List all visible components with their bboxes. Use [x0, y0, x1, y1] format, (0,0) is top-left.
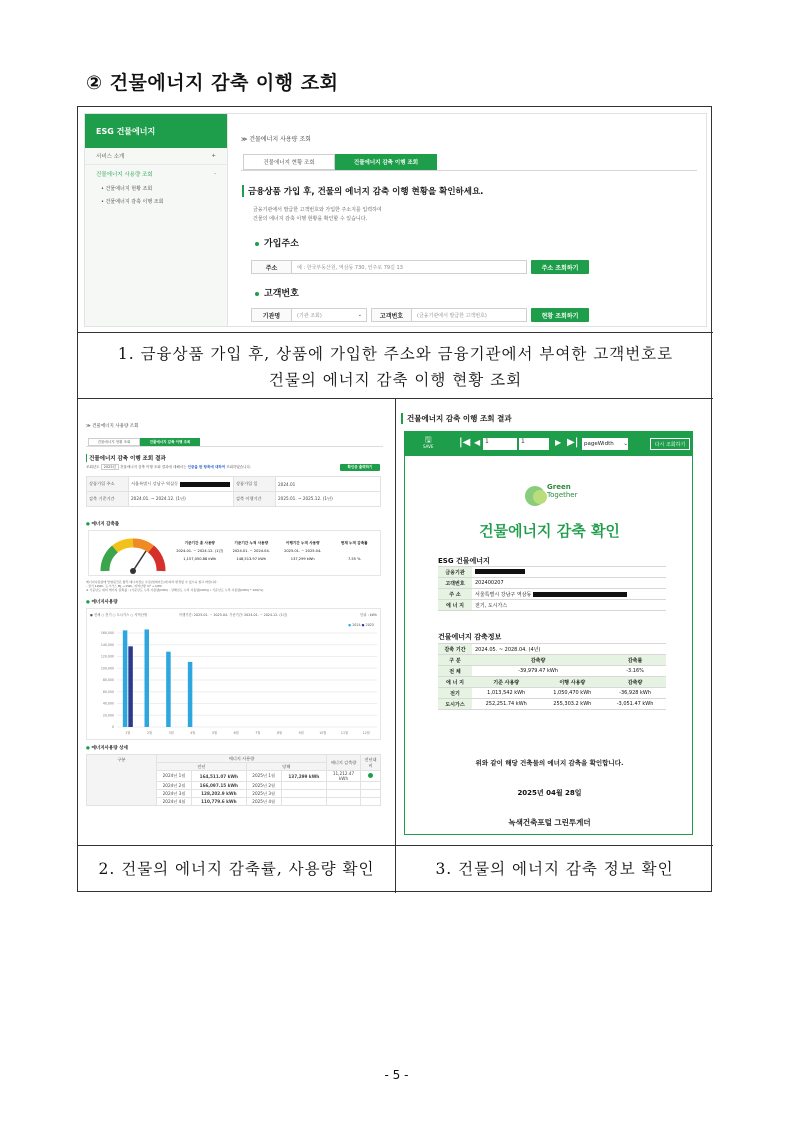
y-tick-label: 160,000 [100, 631, 114, 636]
x-tick-label: 7월 [255, 731, 261, 735]
tab-reduction[interactable]: 건물에너지 감축 이행 조회 [335, 154, 437, 170]
x-tick-label: 2월 [146, 731, 153, 735]
table-row: 도시가스 252,251.74 kWh 255,303.2 kWh -3,051.47 kWh [438, 699, 666, 710]
tab-reduction-2[interactable]: 건물에너지 감축 이행 조회 [140, 438, 200, 446]
usage-chart-box [86, 608, 381, 740]
bar-2024-2월 [145, 629, 150, 727]
headline: 금융상품 가입 후, 건물의 에너지 감축 이행 현황을 확인하세요. [242, 185, 483, 197]
gauge-hub [130, 568, 136, 574]
esg-info-table: 금융기관 고객번호 202400207 주 소 서울특별시 강남구 역삼동 에 너 지 전기, 도시가스 [438, 566, 666, 611]
pdf-toolbar [405, 432, 692, 456]
save-icon: 🖫 [424, 435, 432, 444]
address-input[interactable]: 예 : 한국부동산원, 역삼동 730, 언주로 79길 13 [297, 264, 403, 271]
section-rate: ● 에너지 감축률 [86, 522, 120, 527]
esg-section-title: ESG 건물에너지 [438, 557, 490, 565]
table-row: 전기 1,013,542 kWh 1,050,470 kWh -36,928 kWh [438, 688, 666, 699]
tab-status-2[interactable]: 건물에너지 현황 조회 [88, 438, 140, 446]
address-field[interactable] [251, 260, 527, 274]
reduction-info-table: 감축 기간 2024.05. ~ 2028.04. (4년) 구 분 감축량 감축률 전 체 -39,979.47 kWh -3.16% 에 너 지 기준 사용량 이행 사용량 감축량 전기 1,013,542 kWh 1,050,470 kWh -36,928 kWh 도시가스 252,251.74 kWh 255,303.2 kWh -3,051.47 kWh [438, 643, 666, 710]
gauge-stats: 기준기간 총 사용량 기준기간 누적 사용량 이행기간 누적 사용량 현재 누적 감축률 2024.01. ~ 2024.12. (1년) 2024.01. ~ 2024.04. 2025.01. ~ 2025.04. 1,157,050.88 kWh 148,513.97 kWh 137,299 kWh 7.55 % [176, 541, 368, 561]
customer-label: 고객번호 [372, 309, 412, 321]
caption-2: 2. 건물의 에너지 감축률, 사용량 확인 [98, 860, 375, 878]
y-tick-label: 140,000 [100, 642, 114, 647]
bar-2025-1월 [128, 646, 133, 727]
issuing-org: 녹색건축포털 그린투게더 [508, 818, 591, 827]
x-tick-label: 12월 [362, 731, 370, 735]
y-tick-label: 0 [111, 725, 114, 730]
table-row: 2024년 3월 128,202.9 kWh 2025년 3월 [87, 790, 381, 798]
certificate-date: 2025년 04월 28일 [517, 789, 582, 797]
last-page-icon[interactable]: ▶| [567, 437, 579, 448]
status-dot-icon [368, 773, 373, 778]
certificate-result-title: 건물에너지 감축 이행 조회 결과 [401, 413, 512, 424]
zoom-select[interactable]: pageWidth ⌄ [582, 438, 628, 450]
x-tick-label: 6월 [233, 731, 239, 735]
address-label: 주소 [252, 261, 292, 273]
unit-text: 단위 : kWh [360, 613, 377, 617]
pdf-viewer [404, 431, 693, 835]
y-tick-label: 40,000 [102, 701, 114, 706]
sidebar-title: ESG 건물에너지 [85, 114, 227, 148]
customer-input[interactable]: (금융기관에서 발급한 고객번호) [417, 312, 487, 319]
gauge-seg-2 [115, 543, 133, 549]
result-title: 건물에너지 감축 이행 조회 결과 [86, 454, 166, 462]
x-tick-label: 11월 [340, 731, 349, 735]
next-page-icon[interactable]: ▶ [555, 438, 562, 447]
caption-1-line2: 건물의 에너지 감축 이행 현황 조회 [268, 371, 523, 389]
sidebar [85, 114, 228, 327]
energy-filter[interactable]: ● 전체 ○ 전기 ○ 도시가스 ○ 지역난방 [90, 613, 148, 617]
tab-status[interactable]: 건물에너지 현황 조회 [243, 154, 335, 170]
page-total: 1 [519, 438, 549, 450]
table-row: 2024년 4월 110,779.6 kWh 2025년 4월 [87, 798, 381, 806]
breadcrumb-2: ≫ 건물에너지 사용량 조회 [86, 424, 139, 429]
x-tick-label: 9월 [298, 731, 304, 735]
notes: 에너지사용량에 반영된건은 향후 에너지정보 수집(업데이트)에 따라 변경될 수 있으니 참고 바랍니다. - 전기 1kWh, 도시가스 MJ → kWh, 지역난방 m³ → kWh ※ 기준년도 대비 에너지 감축률 : (기준년도 누적 사용량(kWh) - 당해년도 누적 사용량(kWh)) / 기준년도 누적 사용량(kWh) * 100(%) [86, 580, 264, 592]
figure-table [77, 106, 712, 892]
gauge-seg-1 [105, 549, 115, 571]
y-tick-label: 80,000 [102, 678, 114, 683]
screenshot-reduction-result [83, 410, 385, 820]
info-table: 상품가입 주소 서울특별시 강남구 역삼동 상품가입 일 2024.01 감축 기준기간 2024.01. ~ 2024.12. (1년) 감축 이행기간 2025.01. ~ 2025.12. (1년) [86, 476, 381, 507]
certificate-title: 건물에너지 감축 확인 [479, 522, 620, 540]
print-confirmation-button[interactable]: 확인증 출력하기 [340, 464, 380, 471]
table-row: 2024년 2월 166,097.15 kWh 2025년 2월 [87, 782, 381, 790]
prev-page-icon[interactable]: ◀ [474, 438, 481, 447]
gauge-box [88, 530, 381, 576]
chevron-down-icon: ⌄ [623, 441, 628, 447]
confirm-text: 위와 같이 해당 건축물의 에너지 감축을 확인합니다. [475, 759, 624, 767]
gauge-chart [99, 535, 167, 575]
section-customer: 고객번호 [255, 286, 299, 299]
y-tick-label: 120,000 [100, 654, 114, 659]
year-select[interactable]: 2025년 [101, 464, 119, 470]
save-button[interactable]: 🖫 SAVE [423, 435, 434, 449]
page-number: - 5 - [384, 1068, 409, 1082]
table-row: 2024년 1월 164,511.07 kWh 2025년 1월 137,299 kWh 11,212.47 kWh [87, 771, 381, 782]
section-detail: ● 에너지사용량 상세 [86, 746, 128, 751]
chart-legend: ● 2024 ● 2025 [348, 623, 374, 627]
screenshot-certificate [401, 407, 707, 839]
section-heading: ② 건물에너지 감축 이행 조회 [86, 72, 339, 94]
sidebar-item-service[interactable]: 서비스 소개 + [85, 148, 227, 165]
x-tick-label: 5월 [211, 731, 218, 735]
reduction-info-title: 건물에너지 감축정보 [438, 633, 502, 641]
bar-2024-1월 [123, 630, 128, 727]
y-tick-label: 60,000 [102, 689, 114, 694]
x-tick-label: 10월 [319, 731, 327, 735]
chevron-down-icon: ⌄ [357, 312, 362, 318]
description-line1: 금융기관에서 발급한 고객번호와 가입한 주소지를 입력하여 [253, 207, 382, 213]
org-label: 기관명 [252, 309, 292, 321]
x-tick-label: 4월 [190, 731, 196, 735]
page-input[interactable]: 1 [483, 438, 517, 450]
usage-bar-chart [87, 627, 382, 739]
gauge-seg-4 [151, 549, 161, 571]
requery-button[interactable]: 다시 조회하기 [650, 438, 690, 450]
detail-table: 구분 에너지 사용량 에너지 감축량 전년대비 전년 당해 2024년 1월 164,511.07 kWh 2025년 1월 137,299 kWh 11,212.47 kWh 2024년 2월 166,097.15 kWh 2025년 2월 2024년 3월 128,202.9 kWh 2025년 3월 2024년 4월 110,779.6 kWh 2025년 4월 [86, 754, 381, 806]
gauge-needle [133, 551, 146, 571]
x-tick-label: 1월 [125, 731, 131, 735]
bar-2024-4월 [188, 662, 193, 727]
certificate-page [405, 456, 692, 834]
customer-number-field[interactable] [371, 308, 527, 322]
section-address: 가입주소 [255, 236, 299, 249]
legend-2025: 2025 [365, 623, 374, 627]
x-tick-label: 8월 [276, 731, 283, 735]
period-text: 이행기간: 2025.01. ~ 2025.04. 기준기간: 2024.01. ~ 2024.12. (1년) [179, 613, 288, 617]
x-tick-label: 3월 [168, 731, 174, 735]
section-usage: ● 에너지사용량 [86, 600, 118, 605]
gauge-seg-3 [133, 543, 151, 549]
sidebar-sub-reduction[interactable]: • 건물에너지 감축 이행 조회 [101, 199, 164, 205]
org-select[interactable]: 기관명 (기관 조회) ⌄ [251, 308, 367, 322]
sidebar-item-usage[interactable]: 건물에너지 사용량 조회 - [96, 170, 216, 178]
bar-2024-3월 [166, 652, 171, 727]
caption-3: 3. 건물의 에너지 감축 정보 확인 [435, 860, 674, 878]
first-page-icon[interactable]: |◀ [459, 437, 471, 448]
status-search-button[interactable]: 현황 조회하기 [531, 308, 589, 322]
address-search-button[interactable]: 주소 조회하기 [531, 260, 589, 274]
legend-2024: 2024 [352, 623, 361, 627]
sidebar-sub-status[interactable]: • 건물에너지 현황 조회 [101, 186, 153, 192]
description-line2: 건물의 에너지 감축 이행 현황을 확인할 수 있습니다. [253, 216, 368, 222]
screenshot-search-form [84, 113, 707, 327]
year-row: 조회년도 2025년 건물에너지 감축 이행 조회 결과에 대해서는 인증을 한 항목에 대하여 조회하였습니다. [86, 465, 251, 469]
breadcrumb: ≫ 건물에너지 사용량 조회 [241, 136, 311, 143]
y-tick-label: 20,000 [102, 713, 114, 718]
green-together-logo: Green Together [523, 478, 579, 508]
y-tick-label: 100,000 [100, 666, 114, 671]
caption-1-line1: 1. 금융상품 가입 후, 상품에 가입한 주소와 금융기관에서 부여한 고객번호로 [117, 345, 674, 363]
